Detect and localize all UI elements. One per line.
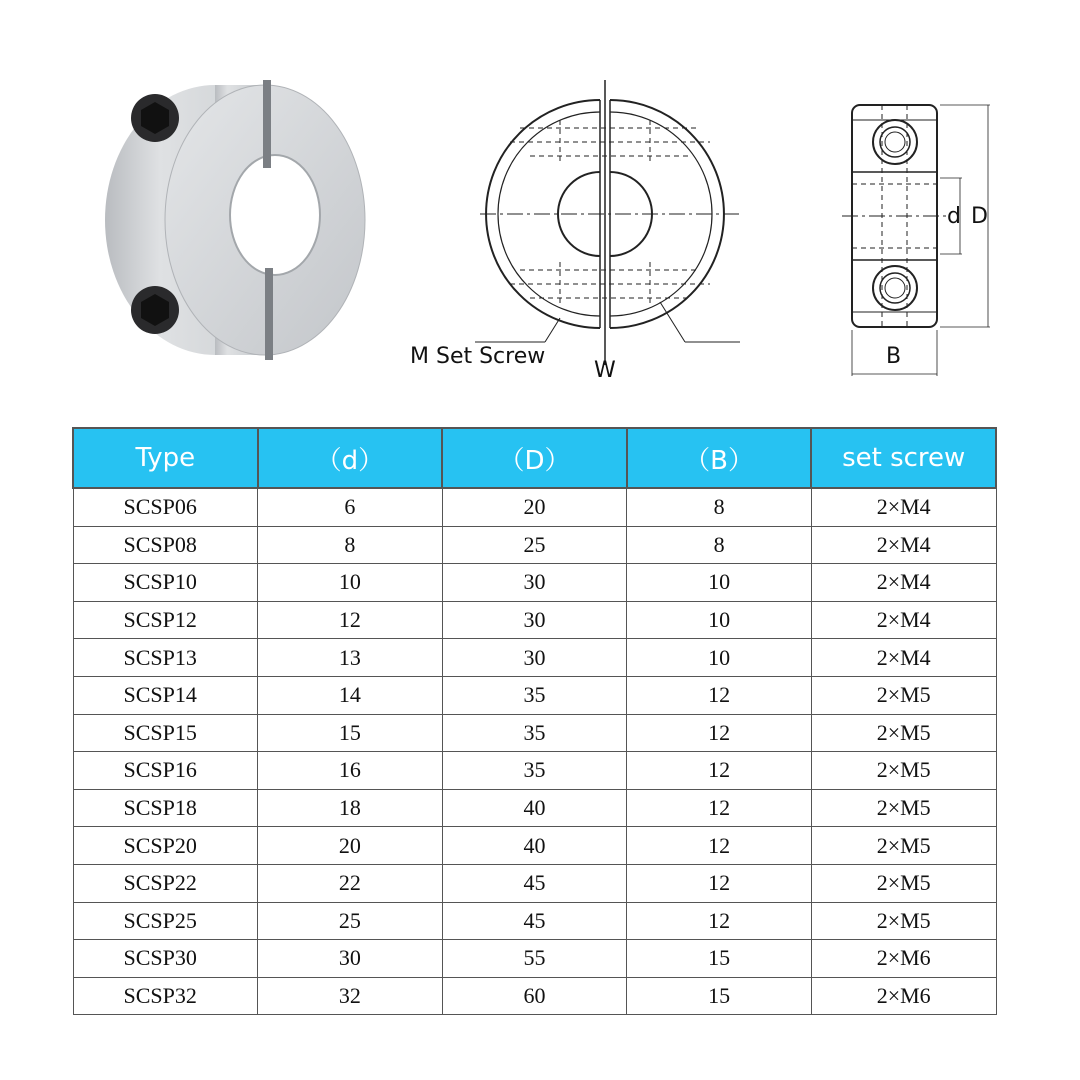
- type-cell: SCSP06: [73, 488, 258, 526]
- outer-diameter-cell: 35: [442, 752, 627, 790]
- type-cell: SCSP18: [73, 789, 258, 827]
- type-cell: SCSP15: [73, 714, 258, 752]
- thickness-cell: 12: [627, 789, 812, 827]
- bore-cell: 32: [258, 977, 443, 1015]
- thickness-cell: 10: [627, 601, 812, 639]
- bore-cell: 16: [258, 752, 443, 790]
- table-row: [73, 940, 996, 978]
- table-row: [73, 676, 996, 714]
- set-screw-cell: 2×M5: [811, 827, 996, 865]
- table-row: [73, 714, 996, 752]
- bore-cell: 10: [258, 564, 443, 602]
- set-screw-cell: 2×M5: [811, 676, 996, 714]
- type-cell: SCSP13: [73, 639, 258, 677]
- width-w-label: W: [594, 358, 616, 383]
- thickness-cell: 8: [627, 488, 812, 526]
- thickness-cell: 12: [627, 676, 812, 714]
- outer-D-label: D: [971, 204, 988, 229]
- type-cell: SCSP25: [73, 902, 258, 940]
- outer-diameter-cell: 30: [442, 639, 627, 677]
- set-screw-cell: 2×M6: [811, 977, 996, 1015]
- set-screw-label: M Set Screw: [410, 344, 546, 369]
- thickness-cell: 10: [627, 639, 812, 677]
- set-screw-cell: 2×M4: [811, 564, 996, 602]
- bore-cell: 8: [258, 526, 443, 564]
- bore-cell: 15: [258, 714, 443, 752]
- set-screw-cell: 2×M5: [811, 714, 996, 752]
- type-cell: SCSP20: [73, 827, 258, 865]
- type-cell: SCSP08: [73, 526, 258, 564]
- set-screw-cell: 2×M5: [811, 752, 996, 790]
- set-screw-cell: 2×M4: [811, 639, 996, 677]
- header-b: （B）: [627, 428, 812, 488]
- bore-cell: 12: [258, 601, 443, 639]
- table-row: [73, 526, 996, 564]
- set-screw-cell: 2×M5: [811, 789, 996, 827]
- outer-diameter-cell: 35: [442, 714, 627, 752]
- table-row: [73, 639, 996, 677]
- table-row: [73, 752, 996, 790]
- set-screw-cell: 2×M6: [811, 940, 996, 978]
- outer-diameter-cell: 30: [442, 564, 627, 602]
- set-screw-cell: 2×M4: [811, 488, 996, 526]
- figure-row: [0, 0, 1080, 410]
- table-row: [73, 902, 996, 940]
- thickness-cell: 10: [627, 564, 812, 602]
- side-view-diagram: [830, 90, 1010, 390]
- thickness-cell: 12: [627, 902, 812, 940]
- table-row: [73, 601, 996, 639]
- outer-diameter-cell: 40: [442, 789, 627, 827]
- set-screw-cell: 2×M5: [811, 864, 996, 902]
- set-screw-cell: 2×M5: [811, 902, 996, 940]
- outer-diameter-cell: 60: [442, 977, 627, 1015]
- type-cell: SCSP14: [73, 676, 258, 714]
- table-row: [73, 488, 996, 526]
- bore-d-label: d: [947, 204, 961, 229]
- outer-diameter-cell: 55: [442, 940, 627, 978]
- header-d: （d）: [258, 428, 443, 488]
- outer-diameter-cell: 40: [442, 827, 627, 865]
- set-screw-cell: 2×M4: [811, 526, 996, 564]
- header-set-screw: set screw: [811, 428, 996, 488]
- thickness-cell: 8: [627, 526, 812, 564]
- type-cell: SCSP16: [73, 752, 258, 790]
- header-row: [73, 428, 996, 488]
- bore-cell: 25: [258, 902, 443, 940]
- header-outer-d: （D）: [442, 428, 627, 488]
- type-cell: SCSP22: [73, 864, 258, 902]
- thickness-cell: 12: [627, 714, 812, 752]
- outer-diameter-cell: 45: [442, 864, 627, 902]
- thickness-cell: 12: [627, 864, 812, 902]
- bore-cell: 14: [258, 676, 443, 714]
- outer-diameter-cell: 20: [442, 488, 627, 526]
- bore-cell: 6: [258, 488, 443, 526]
- type-cell: SCSP32: [73, 977, 258, 1015]
- outer-diameter-cell: 45: [442, 902, 627, 940]
- header-type: Type: [73, 428, 258, 488]
- type-cell: SCSP30: [73, 940, 258, 978]
- thickness-B-label: B: [886, 344, 902, 369]
- table-row: [73, 789, 996, 827]
- bore-cell: 13: [258, 639, 443, 677]
- bore-cell: 22: [258, 864, 443, 902]
- outer-diameter-cell: 30: [442, 601, 627, 639]
- thickness-cell: 12: [627, 827, 812, 865]
- type-cell: SCSP12: [73, 601, 258, 639]
- bore-cell: 18: [258, 789, 443, 827]
- table-row: [73, 564, 996, 602]
- outer-diameter-cell: 25: [442, 526, 627, 564]
- bore-cell: 20: [258, 827, 443, 865]
- shaft-collar-photo: [95, 70, 385, 370]
- table-row: [73, 977, 996, 1015]
- spec-table-body: [73, 488, 996, 1015]
- bore-cell: 30: [258, 940, 443, 978]
- table-row: [73, 827, 996, 865]
- thickness-cell: 15: [627, 940, 812, 978]
- thickness-cell: 12: [627, 752, 812, 790]
- set-screw-cell: 2×M4: [811, 601, 996, 639]
- thickness-cell: 15: [627, 977, 812, 1015]
- spec-table: [72, 427, 997, 1015]
- table-row: [73, 864, 996, 902]
- type-cell: SCSP10: [73, 564, 258, 602]
- outer-diameter-cell: 35: [442, 676, 627, 714]
